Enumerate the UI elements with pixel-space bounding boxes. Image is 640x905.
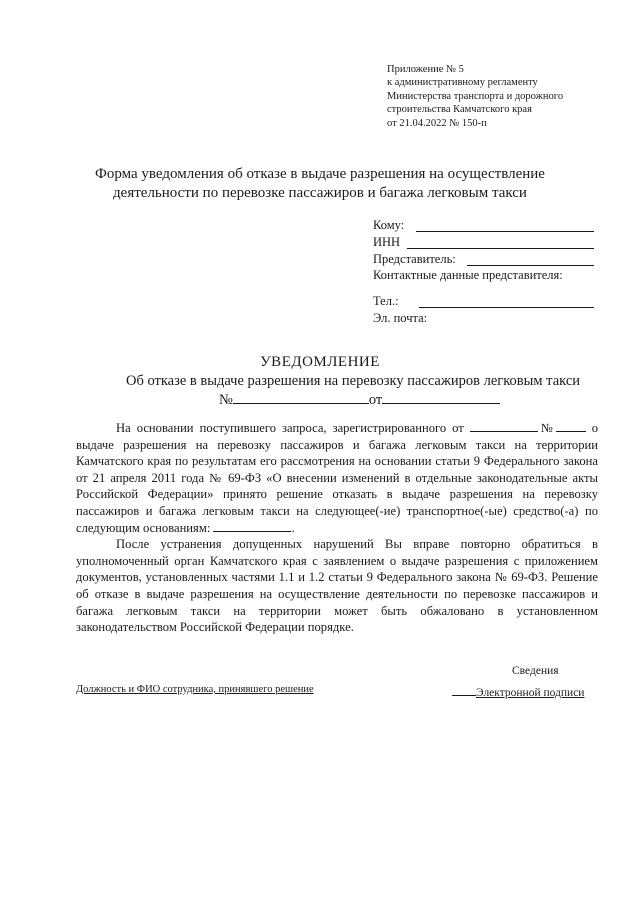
phone-field (373, 294, 399, 309)
p1-rest: о выдаче разрешения на перевозку пассажиров и багажа легковым такси на территории Камчатского края по результатам его рассмотрения на основании статьи 9 Федерального закона от 21 апреля 2011 года № 69-ФЗ «О внесении изменений в отдельные законодательные акты Российской Федерации» принято решение отказать в выдаче разрешения на перевозку пассажиров и багажа легковым такси на следующее(-ие) транспортное(-ые) средство(-а) по следующим основаниям: (76, 421, 598, 535)
phone-label: Тел.: (373, 294, 399, 308)
form-title (60, 165, 580, 203)
notice-body (76, 420, 598, 636)
notice-subtitle: Об отказе в выдаче разрешения на перевозку пассажиров легковым такси (125, 373, 581, 389)
grounds-blank (213, 520, 291, 532)
request-number-blank (556, 420, 586, 432)
official-caption: Должность и ФИО сотрудника, принявшего решение (76, 684, 314, 695)
p1-end: . (291, 520, 295, 535)
appendix-block (387, 63, 563, 130)
signature-info-line2 (452, 684, 584, 699)
to-line (416, 231, 594, 232)
notice-number-line (219, 389, 500, 409)
body-paragraph-1 (76, 420, 598, 536)
p1-start: На основании поступившего запроса, зарегистрированного от (116, 421, 464, 435)
body-paragraph-2: После устранения допущенных нарушений Вы вправе повторно обратиться в уполномоченный орган Камчатского края с заявлением о выдаче разрешения с приложением документов, установленных частями 1.1 и 1.2 статьи 9 Федерального закона № 69-ФЗ. Решение об отказе в выдаче разрешения на осуществление деятельности по перевозке пассажиров и багажа легковым такси на территории может быть обжаловано в установленном законодательством Российской Федерации порядке. (76, 537, 598, 635)
signature-text: Электронной подписи (476, 687, 585, 699)
signature-underline (452, 684, 476, 696)
inn-line (407, 248, 594, 249)
p1-num: № (537, 421, 556, 435)
email-label: Эл. почта: (373, 311, 428, 325)
inn-field (373, 235, 400, 250)
representative-line (467, 265, 594, 266)
form-title-line: деятельности по перевозке пассажиров и багажа легковым такси (113, 185, 527, 201)
date-blank (382, 389, 500, 404)
number-sign: № (219, 392, 233, 408)
to-label: Кому: (373, 218, 405, 232)
appendix-line: Министерства транспорта и дорожного (387, 90, 564, 102)
number-blank (233, 389, 369, 404)
inn-label: ИНН (373, 235, 401, 249)
representative-label: Представитель: (373, 252, 456, 266)
contact-label: Контактные данные представителя: (373, 268, 563, 282)
appendix-line: строительства Камчатского края (387, 104, 532, 116)
contact-field (373, 268, 563, 283)
representative-field (373, 252, 456, 267)
appendix-line: от 21.04.2022 № 150-п (387, 117, 487, 129)
to-field (373, 218, 404, 233)
from-word: от (368, 392, 383, 408)
appendix-line: к административному регламенту (387, 77, 538, 89)
appendix-line: Приложение № 5 (387, 64, 464, 75)
phone-line (419, 307, 594, 308)
email-field (373, 311, 427, 326)
notice-title: УВЕДОМЛЕНИЕ (260, 354, 380, 370)
form-title-line: Форма уведомления об отказе в выдаче разрешения на осуществление (95, 166, 545, 182)
request-date-blank (470, 420, 538, 432)
signature-info-line1: Сведения (512, 665, 559, 677)
